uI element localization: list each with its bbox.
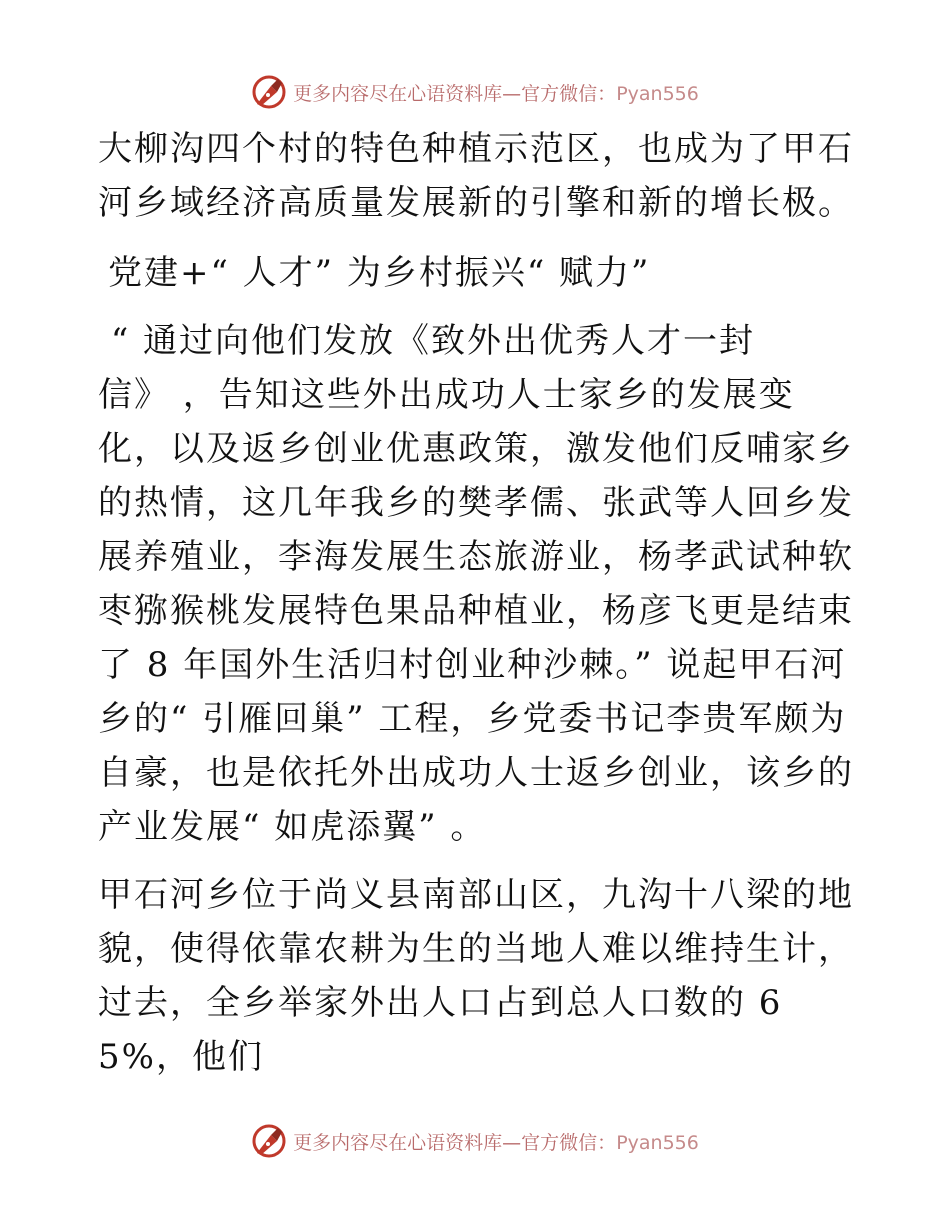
article-body [98, 122, 858, 1084]
watermark-text [293, 1128, 699, 1155]
watermark-dash: — [502, 82, 522, 105]
watermark-footer [0, 1121, 950, 1161]
watermark-text [293, 79, 699, 106]
paragraph-1: 大柳沟四个村的特色种植示范区，也成为了甲石河乡域经济高质量发展新的引擎和新的增长极。 [98, 129, 854, 223]
paragraph-2 [98, 314, 858, 854]
paragraph-2-line-1: “ 通过向他们发放《致外出优秀人才一封 [98, 321, 756, 361]
watermark-brand: 更多内容尽在心语资料库 [293, 1131, 503, 1154]
pen-nib-logo-icon [251, 1123, 287, 1159]
watermark-wechat-label: 官方微信： [521, 82, 617, 105]
paragraph-2-rest: 信》 ，告知这些外出成功人士家乡的发展变化，以及返乡创业优惠政策，激发他们反哺家乡的热情，这几年我乡的樊孝儒、张武等人回乡发展养殖业，李海发展生态旅游业，杨孝武试种软枣猕猴桃发展特色果品种植业，杨彦飞更是结束了 8 年国外生活归村创业种沙棘。” 说起甲石河乡的“ 引雁回巢” 工程，乡党委书记李贵军颇为自豪，也是依托外出成功人士返乡创业，该乡的产业发展“ 如虎添翼” 。 [98, 375, 854, 847]
watermark-header [0, 72, 950, 112]
watermark-dash: — [502, 1131, 522, 1154]
watermark-wechat-label: 官方微信： [521, 1131, 617, 1154]
section-heading: 党建+“ 人才” 为乡村振兴“ 赋力” [108, 253, 651, 293]
watermark-wechat-id: Pyan556 [616, 82, 699, 105]
pen-nib-logo-icon [251, 74, 287, 110]
paragraph-3: 甲石河乡位于尚义县南部山区，九沟十八梁的地貌，使得依靠农耕为生的当地人难以维持生计，过去，全乡举家外出人口占到总人口数的 65%，他们 [98, 875, 854, 1077]
watermark-wechat-id: Pyan556 [616, 1131, 699, 1154]
watermark-brand: 更多内容尽在心语资料库 [293, 82, 503, 105]
